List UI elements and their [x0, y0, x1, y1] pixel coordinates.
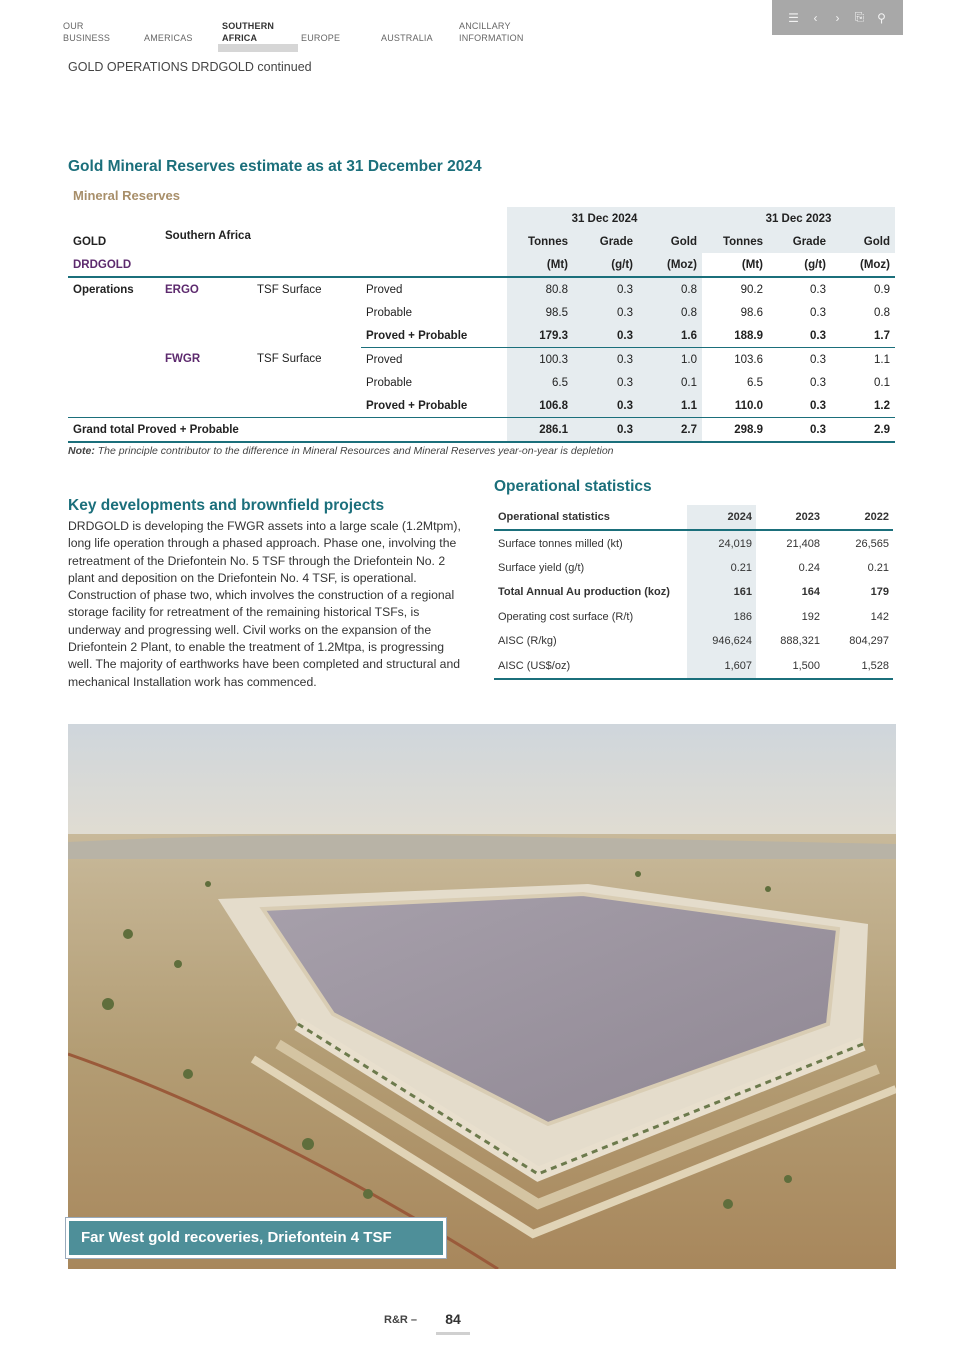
- nav-americas[interactable]: AMERICAS: [144, 33, 193, 43]
- reserves-title: Gold Mineral Reserves estimate as at 31 December 2024: [68, 158, 482, 175]
- header-cell: Tonnes: [702, 230, 768, 253]
- value-cell: 0.3: [573, 394, 638, 418]
- aerial-photo-illustration: [68, 724, 896, 1269]
- footer-label: R&R –: [384, 1314, 418, 1326]
- unit-cell: (g/t): [573, 253, 638, 277]
- value-cell: 0.21: [867, 561, 889, 574]
- key-developments-title: Key developments and brownfield projects: [68, 497, 385, 514]
- value-cell: 0.8: [638, 277, 702, 301]
- value-cell: 2.9: [831, 418, 895, 443]
- table-row: [494, 530, 893, 555]
- table-row: [494, 556, 893, 580]
- value-cell: 192: [801, 610, 820, 623]
- table-row: [68, 301, 895, 324]
- value-cell: 0.3: [573, 301, 638, 324]
- col-gold: GOLD: [73, 235, 107, 248]
- value-cell: 0.3: [573, 277, 638, 301]
- value-cell: 0.24: [798, 561, 820, 574]
- value-cell: 1.2: [874, 399, 890, 412]
- period-2024: 31 Dec 2024: [507, 207, 702, 230]
- value-cell: 90.2: [740, 283, 763, 296]
- nav-australia[interactable]: AUSTRALIA: [381, 33, 433, 43]
- grand-total-label: Grand total Proved + Probable: [68, 418, 507, 443]
- value-cell: 0.8: [638, 301, 702, 324]
- value-cell: 298.9: [702, 418, 768, 443]
- aerial-photo-tsf: [68, 724, 896, 1269]
- table-row: [68, 371, 895, 394]
- value-cell: 98.6: [740, 306, 763, 319]
- table-row: [494, 580, 893, 604]
- value-cell: 1.1: [638, 394, 702, 418]
- value-cell: 0.3: [810, 376, 826, 389]
- operational-statistics-table: [494, 505, 893, 680]
- nav-southern-africa[interactable]: SOUTHERN AFRICA: [222, 21, 275, 43]
- value-cell: 0.3: [573, 324, 638, 348]
- table-row: [494, 605, 893, 629]
- category: Proved: [366, 283, 403, 296]
- value-cell: 1,607: [687, 653, 756, 678]
- value-cell: 161: [687, 580, 756, 604]
- value-cell: 24,019: [687, 530, 756, 555]
- value-cell: 6.5: [747, 376, 763, 389]
- reserves-subtitle: Mineral Reserves: [73, 188, 180, 203]
- value-cell: 106.8: [507, 394, 573, 418]
- source-type: TSF Surface: [257, 353, 322, 366]
- key-developments-body: DRDGOLD is developing the FWGR assets into a large scale (1.2Mtpm), long life operation through a phased approach. Phase one, involving the retreatment of the Driefontein No. 5 TSF through the Driefontein No. 2 plant and deposition on the Driefontein No. 4 TSF, is operational. Construction of phase two, which involves the construction of a regional storage facility for retreatment of the remaining historical TSFs, is underway and progressing well. Civil works on the expansion of the Driefontein 2 Plant, to enable the treatment of 1.2Mtpa, is progressing well. The majority of earthworks have been completed and structural and mechanical Installation work has commenced.: [68, 519, 461, 689]
- value-cell: 1.6: [638, 324, 702, 348]
- value-cell: 0.1: [874, 376, 890, 389]
- category: Probable: [366, 376, 413, 389]
- mineral-reserves-table: [68, 207, 895, 443]
- category: Proved + Probable: [361, 324, 507, 348]
- value-cell: 0.3: [573, 371, 638, 394]
- nav-our-business[interactable]: OUR BUSINESS: [63, 21, 111, 43]
- value-cell: 103.6: [734, 353, 763, 366]
- value-cell: 0.1: [638, 371, 702, 394]
- exit-icon[interactable]: ⎘: [854, 10, 865, 24]
- value-cell: 142: [870, 610, 889, 623]
- value-cell: 179: [870, 586, 889, 599]
- value-cell: 1.0: [638, 348, 702, 372]
- table-row: [68, 277, 895, 301]
- table-row-subtotal: [68, 324, 895, 348]
- value-cell: 110.0: [734, 399, 763, 412]
- value-cell: 0.3: [573, 418, 638, 443]
- reserves-note: [68, 445, 614, 457]
- unit-cell: (Mt): [507, 253, 573, 277]
- value-cell: 80.8: [507, 277, 573, 301]
- table-header-row: [494, 505, 893, 530]
- value-cell: 164: [801, 586, 820, 599]
- value-cell: 0.8: [874, 306, 890, 319]
- nav-ancillary-information[interactable]: ANCILLARY INFORMATION: [459, 21, 524, 43]
- operation-name: ERGO: [165, 283, 199, 296]
- row-label: Total Annual Au production (koz): [498, 586, 670, 599]
- value-cell: 0.3: [810, 353, 826, 366]
- operation-name: FWGR: [165, 353, 201, 366]
- page-number-underline: [436, 1332, 470, 1335]
- header-cell: Grade: [768, 230, 831, 253]
- toolbar: [772, 0, 903, 35]
- unit-cell: (Mt): [702, 253, 768, 277]
- category: Proved: [366, 353, 403, 366]
- value-cell: 0.21: [687, 556, 756, 580]
- menu-icon[interactable]: ☰: [788, 10, 799, 25]
- category: Proved + Probable: [366, 399, 468, 412]
- group-label: Operations: [73, 283, 134, 296]
- period-2023: 31 Dec 2023: [702, 207, 895, 230]
- col-region: Southern Africa: [165, 230, 251, 242]
- active-nav-indicator: [218, 44, 298, 52]
- header-cell: Gold: [638, 230, 702, 253]
- note-text: The principle contributor to the difference in Mineral Resources and Mineral Reserves year-on-year is depletion: [97, 445, 614, 457]
- photo-caption: Far West gold recoveries, Driefontein 4 TSF: [66, 1218, 446, 1258]
- header-cell: 2022: [824, 505, 893, 530]
- grand-total-row: [68, 418, 895, 443]
- value-cell: 98.5: [507, 301, 573, 324]
- value-cell: 0.3: [810, 306, 826, 319]
- value-cell: 286.1: [507, 418, 573, 443]
- value-cell: 0.3: [573, 348, 638, 372]
- page-number: 84: [445, 1311, 461, 1327]
- table-row-subtotal: [68, 394, 895, 418]
- value-cell: 0.3: [768, 324, 831, 348]
- value-cell: 186: [687, 605, 756, 629]
- unit-cell: (Moz): [831, 253, 895, 277]
- value-cell: 100.3: [507, 348, 573, 372]
- value-cell: 179.3: [507, 324, 573, 348]
- col-company: DRDGOLD: [68, 253, 160, 277]
- header-cell: Operational statistics: [494, 505, 687, 530]
- value-cell: 21,408: [786, 537, 820, 550]
- header-cell: Gold: [831, 230, 895, 253]
- value-cell: 2.7: [638, 418, 702, 443]
- row-label: Operating cost surface (R/t): [498, 610, 634, 623]
- value-cell: 188.9: [702, 324, 768, 348]
- value-cell: 1.1: [874, 353, 890, 366]
- table-row: [68, 348, 895, 372]
- chevron-left-icon[interactable]: ‹: [813, 10, 818, 25]
- value-cell: 0.9: [874, 283, 890, 296]
- search-icon[interactable]: ⚲: [877, 10, 886, 25]
- table-row: [494, 653, 893, 678]
- value-cell: 0.3: [810, 283, 826, 296]
- value-cell: 1,528: [824, 653, 893, 678]
- nav-europe[interactable]: EUROPE: [301, 33, 341, 43]
- value-cell: 1,500: [756, 653, 824, 678]
- chevron-right-icon[interactable]: ›: [835, 10, 840, 25]
- header-cell: Tonnes: [507, 230, 573, 253]
- header-cell: 2023: [756, 505, 824, 530]
- header-cell: Grade: [573, 230, 638, 253]
- note-label: Note:: [68, 445, 95, 457]
- table-row: [494, 629, 893, 653]
- value-cell: 0.3: [810, 399, 826, 412]
- row-label: Surface tonnes milled (kt): [498, 537, 623, 550]
- row-label: AISC (US$/oz): [494, 653, 687, 678]
- value-cell: 1.7: [831, 324, 895, 348]
- column-header-row: [68, 230, 895, 253]
- value-cell: 946,624: [687, 629, 756, 653]
- header-cell: 2024: [687, 505, 756, 530]
- value-cell: 804,297: [849, 635, 889, 648]
- value-cell: 6.5: [507, 371, 573, 394]
- section-label: GOLD OPERATIONS DRDGOLD continued: [68, 60, 312, 74]
- unit-cell: (g/t): [768, 253, 831, 277]
- source-type: TSF Surface: [257, 283, 322, 296]
- value-cell: 888,321: [780, 635, 820, 648]
- unit-header-row: [68, 253, 895, 277]
- unit-cell: (Moz): [638, 253, 702, 277]
- value-cell: 0.3: [768, 418, 831, 443]
- row-label: AISC (R/kg): [498, 635, 557, 648]
- category: Probable: [366, 306, 413, 319]
- row-label: Surface yield (g/t): [498, 561, 585, 574]
- operational-title: Operational statistics: [494, 478, 652, 495]
- period-header-row: [68, 207, 895, 230]
- value-cell: 26,565: [855, 537, 889, 550]
